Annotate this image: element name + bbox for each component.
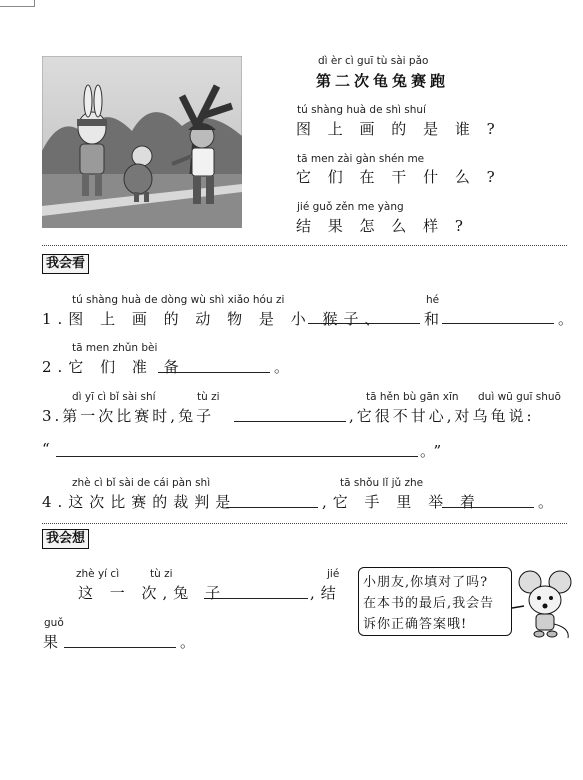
look-q2-text: 2.它 们 准 备	[42, 358, 185, 376]
look-q1-blank-a[interactable]	[308, 323, 420, 324]
look-q1-blank-b[interactable]	[442, 323, 554, 324]
look-q4-mid: ,它 手 里 举 着	[322, 493, 481, 511]
look-q3-quote-close: 。”	[420, 442, 448, 460]
think-line-1: 这 一 次,兔 子	[78, 584, 227, 602]
look-q3-pinyin-a: dì yī cì bǐ sài shí	[72, 391, 156, 403]
look-q1-text: 1.图 上 画 的 动 物 是 小 猴子、	[42, 310, 386, 328]
look-q3-blank-a[interactable]	[234, 421, 346, 422]
bubble-line-2: 在本书的最后,我会告	[363, 596, 495, 611]
look-q3-text: 3.第一次比赛时,兔子	[42, 407, 215, 425]
think-line-2-end: 。	[180, 633, 202, 651]
look-q4-blank-a[interactable]	[226, 507, 318, 508]
look-q3-pinyin-c: tā hěn bù gān xīn	[366, 391, 459, 403]
section-divider	[42, 245, 567, 246]
look-q1-pinyin-he: hé	[426, 294, 440, 306]
bubble-line-3: 诉你正确答案哦!	[363, 617, 468, 632]
page-corner-mark	[0, 0, 35, 7]
look-q4-blank-b[interactable]	[442, 507, 534, 508]
think-pinyin-c: jié	[327, 568, 340, 580]
look-q3-pinyin-b: tù zi	[197, 391, 220, 403]
section-label-think: 我会想	[42, 529, 89, 549]
look-q2-blank[interactable]	[158, 372, 270, 373]
look-q2-pinyin: tā men zhǔn bèi	[72, 342, 158, 354]
think-blank-b[interactable]	[64, 647, 176, 648]
bubble-line-1: 小朋友,你填对了吗?	[363, 575, 489, 590]
think-pinyin-b: tù zi	[150, 568, 173, 580]
think-pinyin-a: zhè yí cì	[76, 568, 120, 580]
look-q1-and: 和	[424, 310, 446, 328]
story-illustration	[42, 56, 242, 228]
mouse-mascot-icon	[512, 568, 574, 640]
question-3-text: 结 果 怎 么 样 ?	[296, 217, 469, 235]
look-q4-text: 4.这次比赛的裁判是	[42, 493, 237, 511]
question-3-pinyin: jié guǒ zěn me yàng	[297, 201, 404, 213]
look-q3-mid: ,它很不甘心,对乌龟说:	[349, 407, 535, 425]
section-label-look: 我会看	[42, 254, 89, 274]
look-q3-blank-quote[interactable]	[56, 456, 418, 457]
title-pinyin: dì èr cì guī tù sài pǎo	[318, 55, 429, 67]
look-q3-quote-open: “	[42, 440, 56, 458]
story-title: 第二次龟兔赛跑	[316, 72, 450, 90]
question-1-text: 图 上 画 的 是 谁 ?	[296, 120, 501, 138]
look-q1-pinyin: tú shàng huà de dòng wù shì xiǎo hóu zi	[72, 294, 285, 306]
think-blank-a[interactable]	[204, 598, 308, 599]
think-pinyin-d: guǒ	[44, 617, 64, 629]
think-line-2: 果	[43, 633, 65, 651]
look-q2-end: 。	[274, 358, 296, 376]
section-divider	[42, 523, 567, 524]
think-line-1-end: ,结	[310, 584, 342, 602]
question-2-pinyin: tā men zài gàn shén me	[297, 153, 425, 165]
look-q1-end: 。	[558, 310, 580, 328]
question-2-text: 它 们 在 干 什 么 ?	[296, 168, 501, 186]
look-q4-end: 。	[538, 493, 560, 511]
look-q4-pinyin-a: zhè cì bǐ sài de cái pàn shì	[72, 477, 211, 489]
look-q4-pinyin-b: tā shǒu lǐ jǔ zhe	[340, 477, 424, 489]
look-q3-pinyin-d: duì wū guī shuō	[478, 391, 561, 403]
speech-bubble	[358, 567, 512, 636]
question-1-pinyin: tú shàng huà de shì shuí	[297, 104, 426, 116]
